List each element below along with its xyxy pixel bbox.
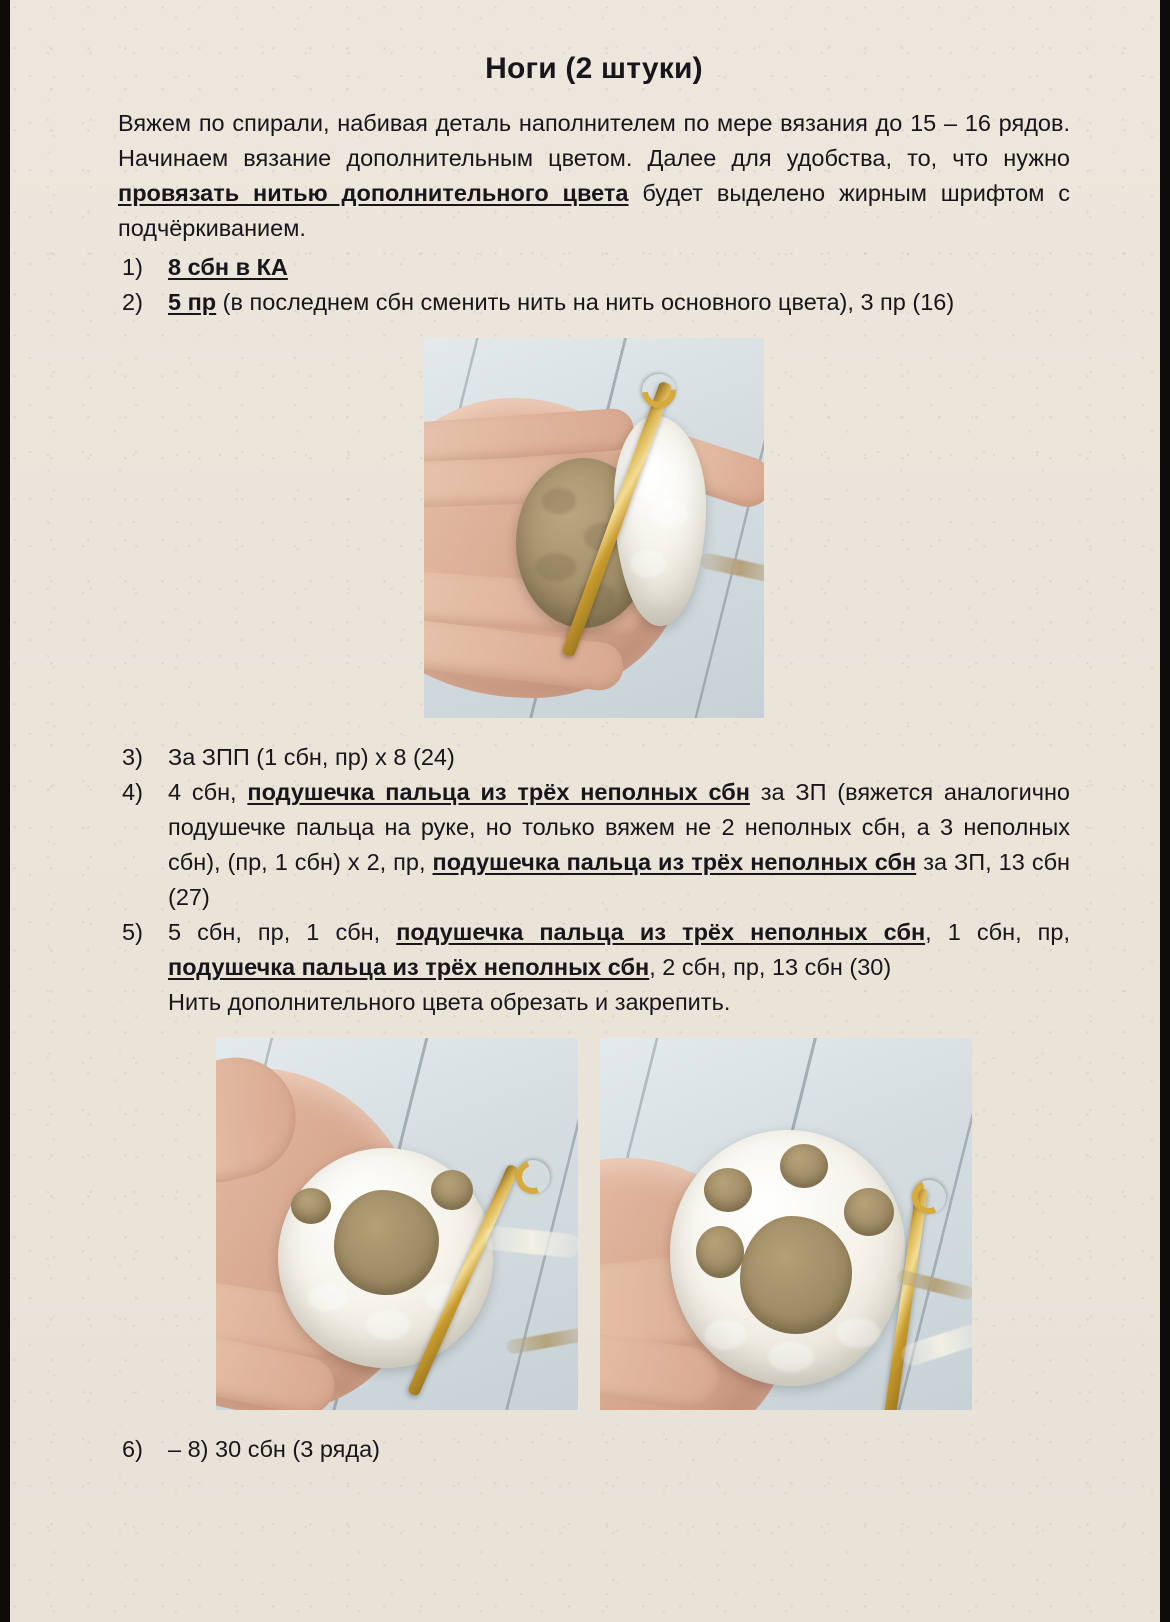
step-text-segment: , 1 сбн, пр, bbox=[925, 919, 1070, 945]
step-text-segment: 5 сбн, пр, 1 сбн, bbox=[168, 919, 397, 945]
step-item-1 bbox=[118, 250, 1070, 285]
steps-list-top bbox=[118, 250, 1070, 320]
photo-toe-bean bbox=[431, 1170, 473, 1210]
intro-paragraph bbox=[118, 106, 1070, 246]
intro-text-part1: Вяжем по спирали, набивая деталь наполнителем по мере вязания до 15 – 16 рядов. Начинаем вязание дополнительным цветом. Далее для удобства, то, что нужно bbox=[118, 110, 1070, 171]
step-text-2: (в последнем сбн сменить нить на нить основного цвета), 3 пр (16) bbox=[216, 289, 955, 315]
step-text-4 bbox=[168, 779, 1070, 910]
photo-stitch-bump bbox=[768, 1342, 814, 1372]
photo-toe-bean bbox=[844, 1188, 894, 1236]
spacer-below-top-photo bbox=[118, 718, 1070, 736]
step-number-5: 5) bbox=[122, 919, 143, 945]
step-text-segment: за ЗП, 13 сбн (27) bbox=[168, 849, 1071, 910]
photo-toe-bean bbox=[780, 1144, 828, 1188]
step-highlight: подушечка пальца из трёх неполных сбн bbox=[396, 919, 926, 945]
photo-stitch-bump bbox=[536, 553, 576, 581]
intro-text-part2: будет выделено жирным шрифтом с подчёркиванием. bbox=[118, 180, 1070, 241]
step-highlight: подушечка пальца из трёх неполных сбн bbox=[432, 849, 917, 875]
photo-stitch-bump bbox=[836, 1318, 880, 1348]
step-number-3: 3) bbox=[122, 744, 143, 770]
step-item-4 bbox=[118, 775, 1070, 915]
intro-highlight: провязать нитью дополнительного цвета bbox=[118, 180, 629, 206]
steps-list-middle bbox=[118, 740, 1070, 985]
spacer-above-bottom-photos bbox=[118, 1020, 1070, 1038]
step-number-1: 1) bbox=[122, 254, 143, 280]
photo-stitch-bump bbox=[630, 550, 666, 578]
step-number-6: 6) bbox=[122, 1436, 143, 1462]
photo-stitch-bump bbox=[652, 498, 688, 528]
photo-stitch-bump bbox=[542, 488, 576, 514]
step-item-6 bbox=[118, 1432, 1070, 1467]
step-highlight-2: 5 пр bbox=[168, 289, 217, 315]
photo-stitch-bump bbox=[308, 1284, 348, 1312]
step-text-5 bbox=[168, 919, 1070, 980]
photo-top bbox=[424, 338, 764, 718]
document-page bbox=[10, 0, 1160, 1622]
steps-list-bottom bbox=[118, 1432, 1070, 1467]
step-item-2 bbox=[118, 285, 1070, 320]
photo-stitch-bump bbox=[704, 1320, 746, 1350]
photo-toe-bean bbox=[704, 1168, 752, 1212]
photo-toe-bean bbox=[291, 1188, 331, 1224]
photo-toe-bean bbox=[696, 1226, 744, 1278]
page-content bbox=[118, 52, 1070, 1467]
photo-paw-pad bbox=[740, 1216, 852, 1334]
step-highlight-1: 8 сбн в КА bbox=[168, 254, 288, 280]
step-text-segment: за ЗП (вяжется аналогично подушечке пальца на руке, но только вяжем не 2 неполных сбн, а 3 неполных сбн), (пр, 1 сбн) x 2, пр, bbox=[168, 779, 1070, 875]
step-number-2: 2) bbox=[122, 289, 143, 315]
spacer-below-bottom-photos bbox=[118, 1410, 1070, 1428]
step-text-segment: 4 сбн, bbox=[168, 779, 248, 805]
page-title: Ноги (2 штуки) bbox=[485, 52, 703, 85]
step-item-5 bbox=[118, 915, 1070, 985]
step-highlight: подушечка пальца из трёх неполных сбн bbox=[168, 954, 650, 980]
photo-row-top bbox=[118, 338, 1070, 718]
step-number-4: 4) bbox=[122, 779, 143, 805]
photo-bottom-left bbox=[216, 1038, 578, 1410]
step-text-3: За ЗПП (1 сбн, пр) x 8 (24) bbox=[168, 744, 455, 770]
step-text-6: – 8) 30 сбн (3 ряда) bbox=[168, 1436, 380, 1462]
photo-row-bottom bbox=[118, 1038, 1070, 1410]
step-item-3 bbox=[118, 740, 1070, 775]
photo-bottom-right bbox=[600, 1038, 972, 1410]
photo-stitch-bump bbox=[366, 1310, 410, 1340]
note-text: Нить дополнительного цвета обрезать и закрепить. bbox=[168, 989, 731, 1015]
spacer-above-top-photo bbox=[118, 320, 1070, 338]
step-text-segment: , 2 сбн, пр, 13 сбн (30) bbox=[649, 954, 892, 980]
photo-paw-pad bbox=[334, 1190, 439, 1295]
step-highlight: подушечка пальца из трёх неполных сбн bbox=[247, 779, 750, 805]
